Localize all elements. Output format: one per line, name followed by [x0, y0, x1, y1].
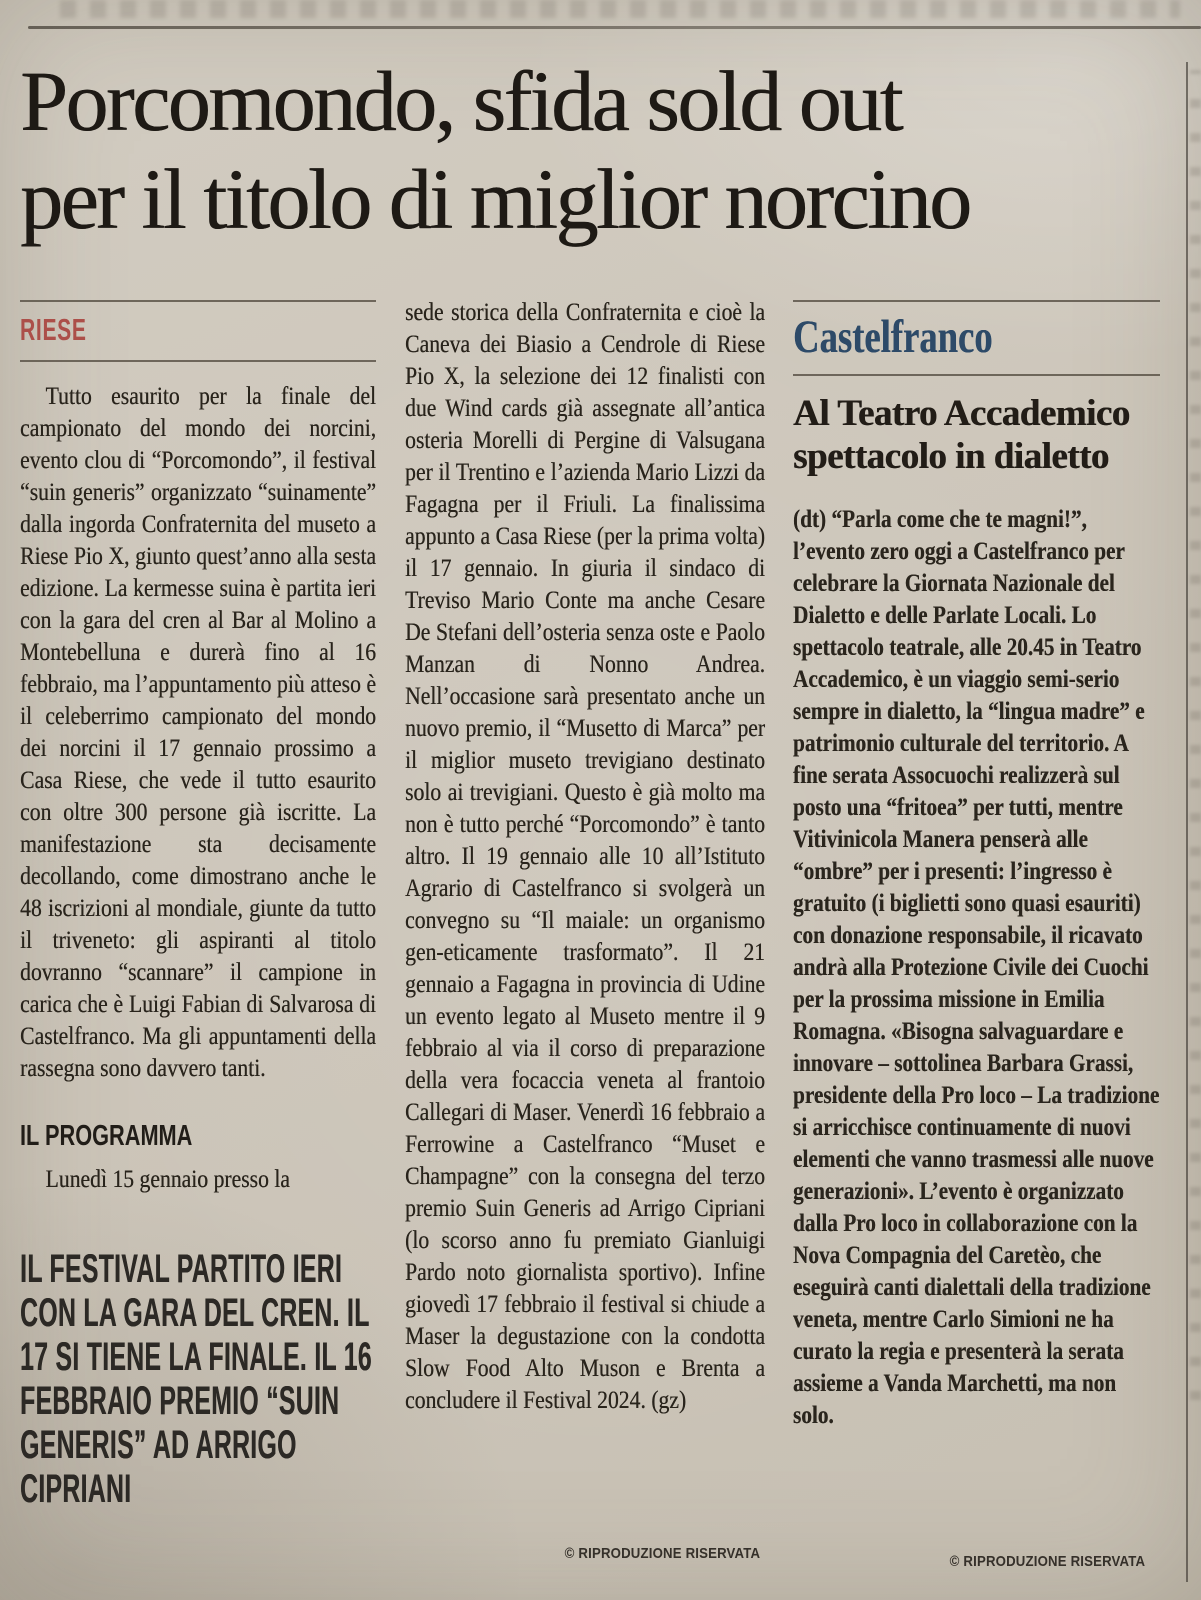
page-headline	[20, 52, 1185, 248]
column-divider-rule	[1186, 62, 1188, 1582]
middle-column	[405, 296, 765, 1416]
scan-bleed-artifact-right	[1190, 70, 1201, 1400]
side-article-body: (dt) “Parla come che te magni!”, l’evento zero oggi a Castelfranco per celebrare la Giornata Nazionale del Dialetto e delle Parlate Locali. Lo spettacolo teatrale, alle 20.45 in Teatro Accademico, è un viaggio semi-serio sempre in dialetto, la “lingua madre” e patrimonio culturale del territorio. A fine serata Assocuochi realizzerà sul posto una “fritoea” per tutti, mentre Vitivinicola Manera penserà alle “ombre” per i presenti: l’ingresso è gratuito (i biglietti sono quasi esauriti) con donazione responsabile, il ricavato andrà alla Protezione Civile dei Cuochi per la prossima missione in Emilia Romagna. «Bisogna salvaguardare e innovare – sottolinea Barbara Grassi, presidente della Pro loco – La tradizione si arricchisce continuamente di nuovi elementi che vanno trasmessi alle nuove generazioni». L’evento è organizzato dalla Pro loco in collaborazione con la Nova Compagnia del Caretèo, che eseguirà canti dialettali della tradizione veneta, mentre Carlo Simioni ne ha curato la regia e presenterà la serata assieme a Vanda Marchetti, ma non solo.	[793, 506, 1160, 1429]
kicker-castelfranco: Castelfranco	[793, 311, 993, 363]
article-lead-paragraph: Tutto esaurito per la finale del campionato del mondo dei norcini, evento clou di “Porcomondo”, il festival “suin generis” organizzato “suinamente” dalla ingorda Confraternita del museto a Riese Pio X, giunto quest’anno alla sesta edizione. La kermesse suina è partita ieri con la gara del cren al Bar al Molino a Montebelluna e durerà fino al 16 febbraio, ma l’appuntamento più atteso è il celeberrimo campionato del mondo dei norcini il 17 gennaio prossimo a Casa Riese, che vede il tutto esaurito con oltre 300 persone già iscritte. La manifestazione sta decisamente decollando, come dimostrano anche le 48 iscrizioni al mondiale, giunte da tutto il triveneto: gli aspiranti al titolo dovranno “scannare” il campione in carica che è Luigi Fabian di Salvarosa di Castelfranco. Ma gli appuntamenti della rassegna sono davvero tanti.	[20, 381, 377, 1082]
headline-line-1: Porcomondo, sfida sold out	[20, 53, 901, 149]
side-headline-line-2: spettacolo in dialetto	[793, 436, 1109, 477]
side-article-headline	[793, 392, 1160, 478]
copyright-main-text: © RIPRODUZIONE RISERVATA	[564, 1545, 760, 1562]
side-kicker-rule-bottom	[793, 374, 1160, 376]
left-column	[20, 300, 376, 1511]
copyright-side-text: © RIPRODUZIONE RISERVATA	[949, 1553, 1145, 1570]
kicker-row	[20, 302, 376, 360]
kicker-riese: RIESE	[20, 312, 87, 347]
program-heading: IL PROGRAMMA	[20, 1120, 193, 1152]
pull-quote: IL FESTIVAL PARTITO IERI CON LA GARA DEL CREN. IL 17 SI TIENE LA FINALE. IL 16 FEBBRAIO PREMIO “SUIN GENERIS” AD ARRIGO CIPRIANI	[20, 1247, 372, 1511]
copyright-main-article	[405, 1545, 760, 1563]
scan-bleed-artifact-top	[60, 0, 1180, 18]
kicker-rule-bottom	[20, 360, 376, 362]
article-continuation: sede storica della Confraternita e cioè la Caneva dei Biasio a Cendrole di Riese Pio X, la selezione dei 12 finalisti con due Wind cards già assegnate all’antica osteria Morelli di Pergine di Valsugana per il Trentino e l’azienda Mario Lizzi da Fagagna per il Friuli. La finalissima appunto a Casa Riese (per la prima volta) il 17 gennaio. In giuria il sindaco di Treviso Mario Conte ma anche Cesare De Stefani dell’osteria senza oste e Paolo Manzan di Nonno Andrea. Nell’occasione sarà presentato anche un nuovo premio, il “Musetto di Marca” per il miglior museto trevigiano destinato solo ai trevigiani. Questo è già molto ma non è tutto perché “Porcomondo” è tanto altro. Il 19 gennaio alle 10 all’Istituto Agrario di Castelfranco si svolgerà un convegno su “Il maiale: un organismo gen-eticamente trasformato”. Il 21 gennaio a Fagagna in provincia di Udine un evento legato al Museto mentre il 9 febbraio al via il corso di preparazione della vera focaccia veneta al frantoio Callegari di Maser. Venerdì 16 febbraio a Ferrowine a Castelfranco “Muset e Champagne” con la consegna del terzo premio Suin Generis ad Arrigo Cipriani (lo scorso anno fu premiato Gianluigi Pardo noto giornalista sportivo). Infine giovedì 17 febbraio il festival si chiude a Maser la degustazione con la condotta Slow Food Alto Muson e Brenta a concludere il Festival 2024. (gz)	[405, 297, 766, 1414]
right-column	[793, 300, 1160, 1432]
top-rule	[28, 26, 1201, 29]
side-headline-line-1: Al Teatro Accademico	[793, 393, 1130, 434]
side-kicker-row	[793, 302, 1160, 374]
copyright-side-article	[793, 1553, 1145, 1571]
program-lead-line: Lunedì 15 gennaio presso la	[45, 1164, 290, 1193]
headline-line-2: per il titolo di miglior norcino	[20, 151, 970, 247]
